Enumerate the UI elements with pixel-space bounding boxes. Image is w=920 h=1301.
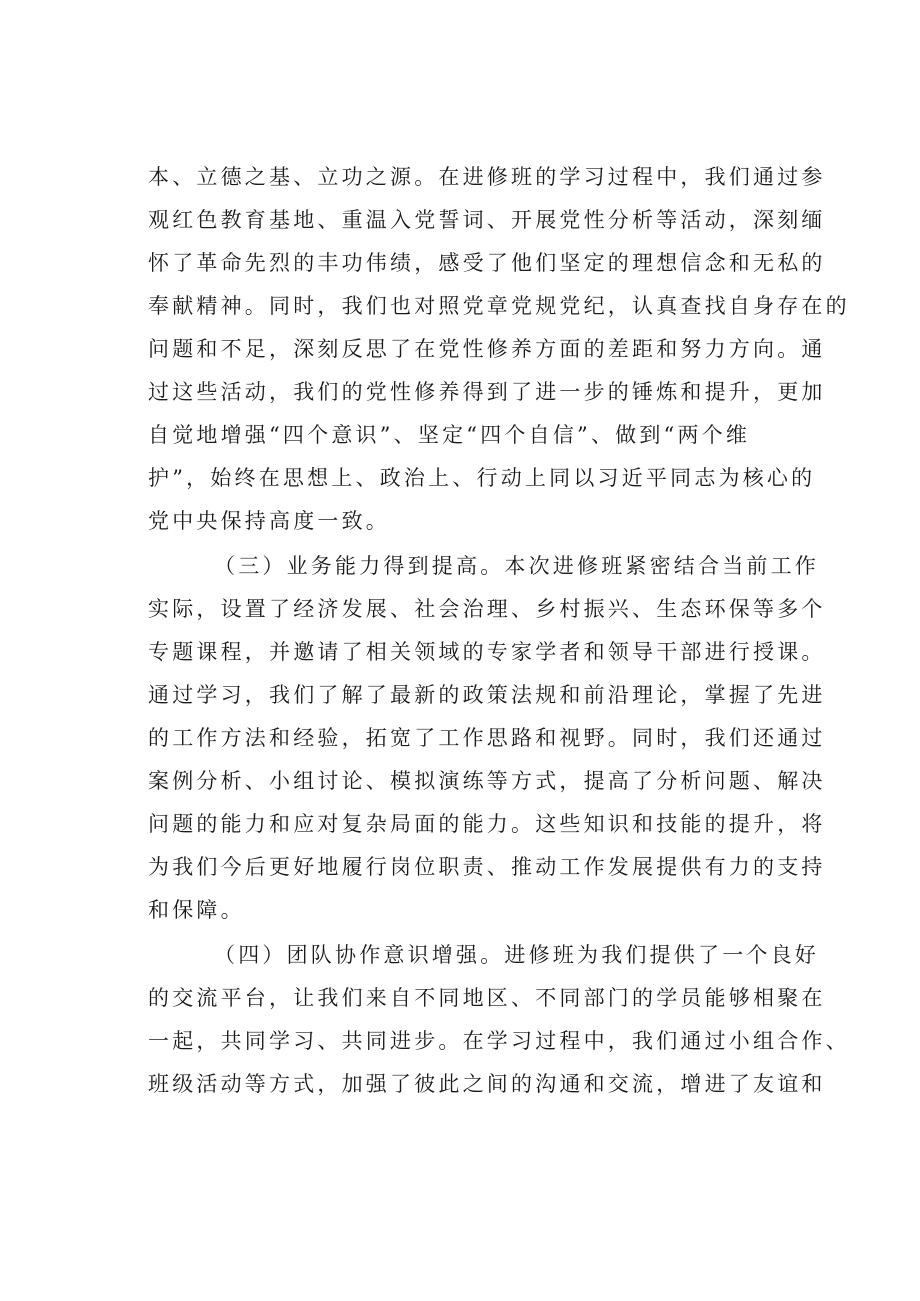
section-heading-3: （三）业务能力得到提高。本次进修班紧密结合当前工作 bbox=[214, 554, 819, 578]
text-line-13: 通过学习，我们了解了最新的政策法规和前沿理论，掌握了先进 bbox=[148, 683, 826, 707]
text-line-12: 专题课程，并邀请了相关领域的专家学者和领导干部进行授课。 bbox=[148, 640, 826, 664]
text-line-21: 一起，共同学习、共同进步。在学习过程中，我们通过小组合作、 bbox=[148, 1029, 850, 1053]
section-heading-4: （四）团队协作意识增强。进修班为我们提供了一个良好 bbox=[214, 943, 819, 967]
text-line-7: 自觉地增强“四个意识”、坚定“四个自信”、做到“两个维 bbox=[148, 423, 751, 447]
text-line-18: 和保障。 bbox=[148, 898, 245, 922]
text-line-9: 党中央保持高度一致。 bbox=[148, 509, 390, 533]
text-line-22: 班级活动等方式，加强了彼此之间的沟通和交流，增进了友谊和 bbox=[148, 1072, 826, 1096]
text-line-4: 奉献精神。同时，我们也对照党章党规党纪，认真查找自身存在的 bbox=[148, 294, 850, 318]
text-line-14: 的工作方法和经验，拓宽了工作思路和视野。同时，我们还通过 bbox=[148, 726, 826, 750]
text-line-8: 护”，始终在思想上、政治上、行动上同以习近平同志为核心的 bbox=[148, 466, 816, 490]
text-line-11: 实际，设置了经济发展、社会治理、乡村振兴、生态环保等多个 bbox=[148, 597, 826, 621]
text-line-16: 问题的能力和应对复杂局面的能力。这些知识和技能的提升，将 bbox=[148, 812, 826, 836]
text-line-3: 怀了革命先烈的丰功伟绩，感受了他们坚定的理想信念和无私的 bbox=[148, 251, 826, 275]
text-line-17: 为我们今后更好地履行岗位职责、推动工作发展提供有力的支持 bbox=[148, 855, 826, 879]
text-line-1: 本、立德之基、立功之源。在进修班的学习过程中，我们通过参 bbox=[148, 165, 826, 189]
text-line-15: 案例分析、小组讨论、模拟演练等方式，提高了分析问题、解决 bbox=[148, 769, 826, 793]
text-line-6: 过这些活动，我们的党性修养得到了进一步的锤炼和提升，更加 bbox=[148, 380, 826, 404]
text-line-5: 问题和不足，深刻反思了在党性修养方面的差距和努力方向。通 bbox=[148, 337, 826, 361]
text-line-20: 的交流平台，让我们来自不同地区、不同部门的学员能够相聚在 bbox=[148, 986, 826, 1010]
text-line-2: 观红色教育基地、重温入党誓词、开展党性分析等活动，深刻缅 bbox=[148, 208, 826, 232]
